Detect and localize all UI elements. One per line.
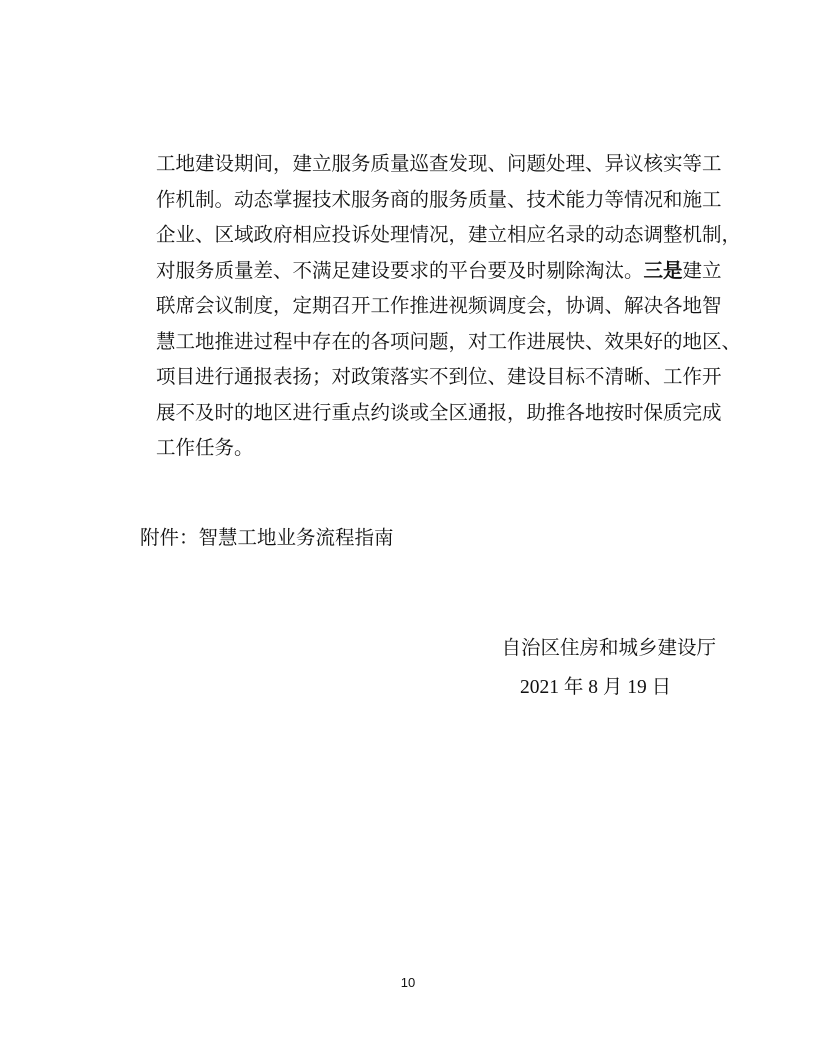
paragraph-line-5: 联席会议制度，定期召开工作推进视频调度会，协调、解决各地智 [156,294,722,317]
paragraph-line-2: 作机制。动态掌握技术服务商的服务质量、技术能力等情况和施工 [156,187,722,211]
paragraph-line-4-text: 对服务质量差、不满足建设要求的平台要及时剔除淘汰。 [156,258,644,282]
paragraph-line-8: 展不及时的地区进行重点约谈或全区通报，助推各地按时保质完成 [156,400,722,424]
paragraph-line-9: 工作任务。 [156,436,254,459]
emphasis-third-point: 三是 [643,258,683,282]
paragraph-line-4-tail: 建立 [682,258,722,282]
signature-date: 2021 年 8 月 19 日 [520,677,672,698]
body-paragraph [156,146,742,466]
signature-organization: 自治区住房和城乡建设厅 [501,636,716,659]
paragraph-line-4 [156,253,722,289]
attachment-note: 附件：智慧工地业务流程指南 [140,526,394,549]
page-number: 10 [400,975,416,990]
paragraph-line-7: 项目进行通报表扬；对政策落实不到位、建设目标不清晰、工作开 [156,365,722,388]
paragraph-line-1: 工地建设期间，建立服务质量巡查发现、问题处理、异议核实等工 [156,152,722,175]
paragraph-line-6: 慧工地推进过程中存在的各项问题，对工作进展快、效果好的地区、 [156,329,742,353]
paragraph-line-3: 企业、区域政府相应投诉处理情况，建立相应名录的动态调整机制， [156,223,742,246]
